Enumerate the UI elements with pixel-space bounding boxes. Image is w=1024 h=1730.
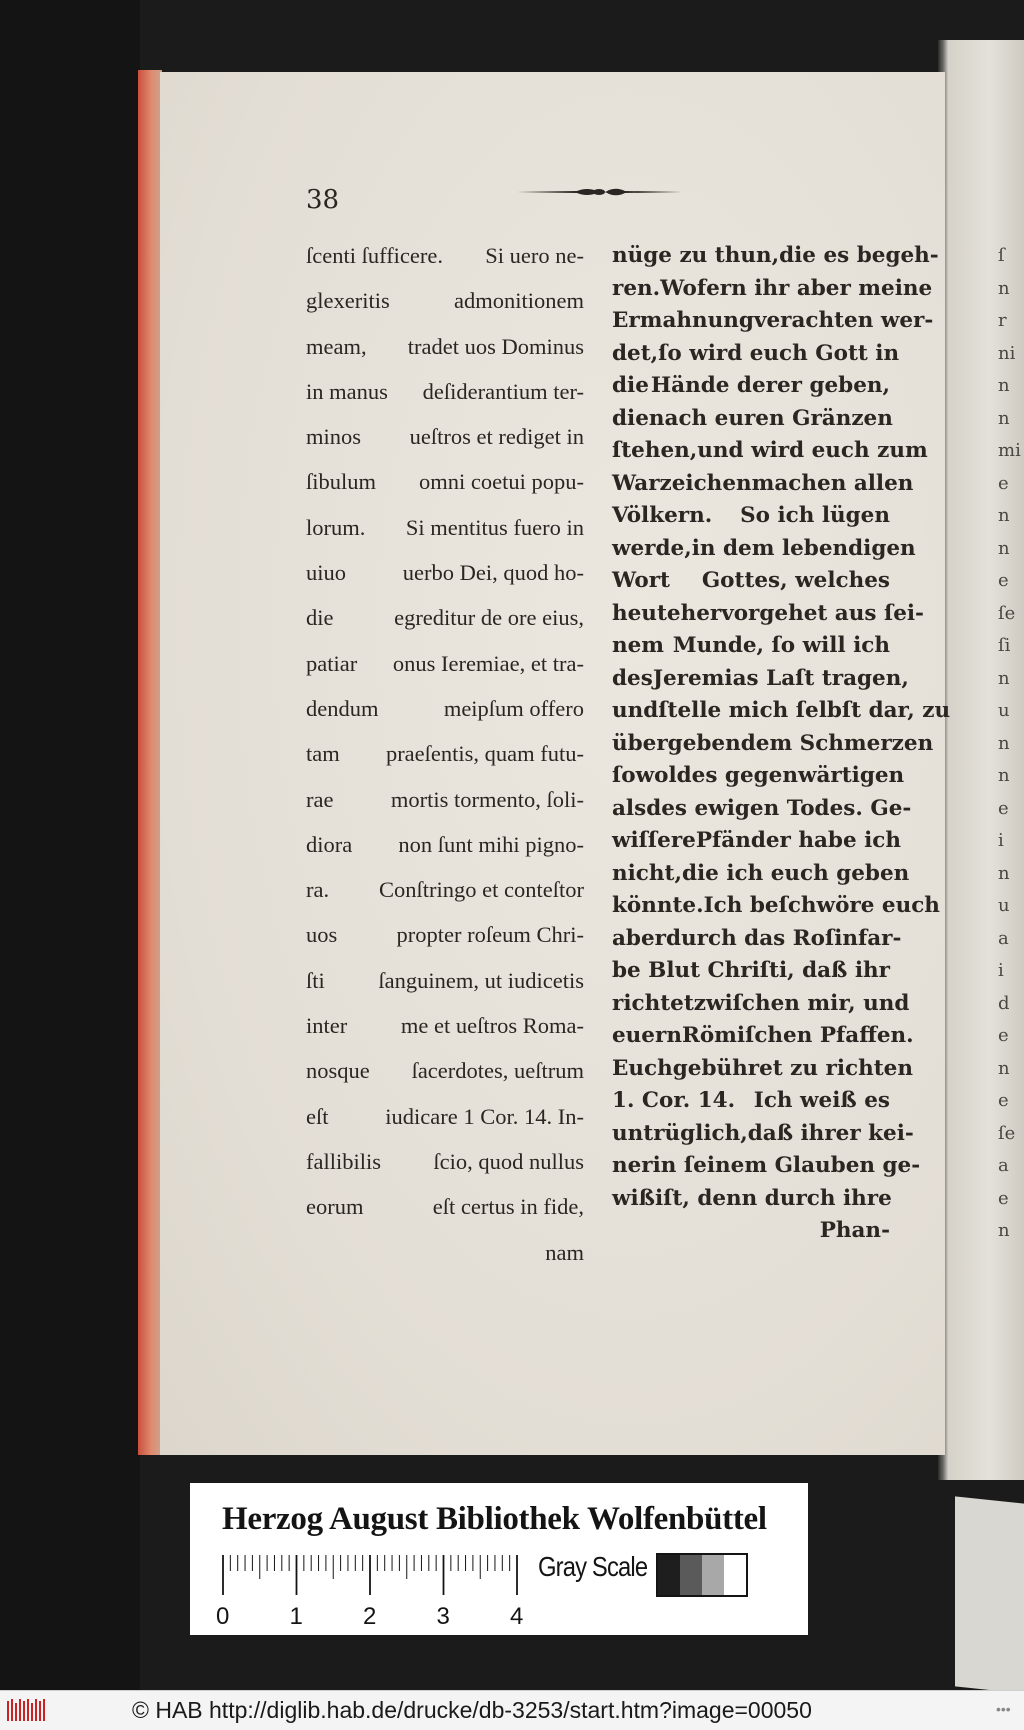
- german-line: [612, 1055, 913, 1088]
- latin-line: [306, 1193, 584, 1238]
- latin-line-text: onus Ieremiae, et tra-: [392, 650, 584, 676]
- german-line: [612, 925, 902, 958]
- color-calibration-card: [190, 1483, 808, 1635]
- next-page-fragment: n: [998, 1220, 1010, 1241]
- german-line: [612, 762, 905, 795]
- next-page-fragment: n: [998, 862, 1010, 884]
- latin-line-text: patiar: [306, 650, 358, 676]
- german-line-text: Römiſchen Pfaffen.: [681, 1023, 914, 1048]
- latin-line-text: nosque: [306, 1058, 370, 1084]
- grayscale-swatch: [680, 1555, 702, 1595]
- german-catchword-text: Phan-: [819, 1218, 890, 1243]
- next-page-fragment: ſi: [998, 635, 1011, 656]
- german-line-text: dem Schmerzen: [740, 730, 934, 756]
- latin-line-text: iudicare 1 Cor. 14. In-: [385, 1103, 584, 1129]
- latin-line-text: me et ueſtros Roma-: [400, 1013, 584, 1039]
- ruler-number: 2: [363, 1603, 377, 1630]
- latin-catchword-text: nam: [545, 1239, 584, 1265]
- next-page-fragment: ſ: [998, 245, 1005, 266]
- german-line: [612, 827, 902, 860]
- german-line: [612, 502, 890, 535]
- latin-line: [306, 1148, 584, 1193]
- next-page-fragment: n: [998, 667, 1010, 689]
- next-page-fragment: r: [998, 310, 1007, 331]
- german-line-text: nem: [612, 633, 665, 658]
- next-page-fragment: a: [998, 1155, 1009, 1176]
- latin-line-text: rae: [306, 786, 334, 812]
- viewer-footer: [0, 1690, 1024, 1730]
- german-line: [612, 1120, 914, 1153]
- latin-line-text: uerbo Dei, quod ho-: [402, 560, 584, 586]
- german-line: [612, 567, 890, 600]
- german-line-text: ner: [612, 1153, 653, 1178]
- latin-line-text: Conſtringo et conteſtor: [379, 877, 584, 903]
- german-line-text: als: [612, 795, 647, 821]
- library-name: Herzog August Bibliothek Wolfenbüttel: [222, 1501, 767, 1537]
- german-line-text: machen allen: [751, 470, 914, 496]
- latin-line-text: tam: [306, 741, 340, 767]
- german-line: [612, 437, 928, 470]
- latin-line-text: propter roſeum Chri-: [396, 922, 584, 948]
- latin-line-text: inter: [306, 1013, 348, 1039]
- german-line-text: zwiſchen mir, und: [693, 990, 910, 1016]
- next-page-fragment: n: [998, 732, 1010, 754]
- source-link[interactable]: © HAB http://diglib.hab.de/drucke/db-3253/start.htm?image=00050: [132, 1697, 812, 1723]
- german-line: [612, 275, 933, 308]
- german-line-text: richtet: [612, 990, 694, 1016]
- next-page-fragment: n: [998, 277, 1010, 299]
- next-page-fragment: e: [998, 472, 1009, 494]
- latin-line-text: diora: [306, 831, 353, 857]
- german-line-text: daß ihrer kei-: [747, 1120, 914, 1146]
- latin-line-text: ra.: [306, 877, 330, 903]
- german-line: [612, 1022, 914, 1055]
- german-line: [612, 632, 890, 665]
- next-page-fragment: d: [998, 992, 1010, 1014]
- latin-line: [306, 967, 584, 1012]
- page-red-edge: [138, 70, 162, 1455]
- german-line-text: aber: [612, 925, 666, 951]
- latin-line-text: glexeritis: [306, 288, 390, 314]
- ruler-number: 3: [436, 1603, 450, 1630]
- german-line: [612, 307, 934, 340]
- next-page-fragment: ſe: [998, 602, 1016, 624]
- german-line: [612, 1185, 890, 1218]
- scanner-backdrop: [0, 0, 140, 1690]
- german-line: [612, 795, 912, 828]
- ruler-number: 0: [216, 1603, 230, 1630]
- german-line: [612, 600, 924, 633]
- german-line-text: Ermahnung: [612, 308, 754, 333]
- german-line-text: ſowol: [612, 763, 677, 788]
- latin-line-text: dendum: [306, 695, 379, 721]
- latin-line: [306, 514, 584, 559]
- next-page-fragment: u: [998, 700, 1010, 721]
- latin-line-text: Si uero ne-: [485, 243, 584, 268]
- next-page-fragment: ſe: [998, 1122, 1016, 1144]
- next-page-fragment: n: [998, 1057, 1010, 1079]
- latin-line-text: ſanguinem, ut iudicetis: [378, 967, 584, 993]
- german-line-text: des gegenwärtigen: [676, 763, 905, 788]
- german-line-text: ſtehen,: [612, 438, 698, 463]
- latin-catchword: [306, 1239, 584, 1284]
- next-page-fragment: e: [998, 570, 1009, 591]
- next-page-fragment: e: [998, 1025, 1009, 1046]
- ornament-rule: [517, 184, 682, 200]
- german-line-text: des ewigen Todes. Ge-: [646, 795, 912, 821]
- german-line-text: wiſſere: [612, 828, 696, 853]
- latin-line: [306, 921, 584, 966]
- next-page-fragment: u: [998, 895, 1010, 916]
- latin-line-text: ueſtros et rediget in: [409, 424, 584, 450]
- latin-line: [306, 468, 584, 513]
- hab-logo-icon: [6, 1697, 46, 1723]
- german-line-text: ren.: [612, 275, 661, 301]
- german-line-text: nach euren Gränzen: [648, 405, 893, 431]
- latin-line: [306, 1103, 584, 1148]
- german-line-text: Euch: [612, 1055, 673, 1081]
- latin-line-text: deſiderantium ter-: [422, 378, 584, 404]
- latin-line-text: ſibulum: [306, 469, 377, 495]
- next-page-fragment: e: [998, 1090, 1009, 1111]
- grayscale-swatches: [656, 1553, 748, 1597]
- german-line-text: die: [612, 373, 649, 398]
- german-line-text: wiß: [612, 1185, 656, 1211]
- next-page-fragments: [998, 240, 1024, 1248]
- german-line-text: übergeben: [612, 730, 741, 756]
- next-page-fragment: n: [998, 375, 1010, 396]
- latin-line: [306, 242, 584, 287]
- ruler-number: 1: [289, 1603, 303, 1630]
- german-line-text: die: [612, 405, 649, 431]
- latin-line-text: ſti: [306, 967, 325, 993]
- latin-line-text: omni coetui popu-: [419, 469, 584, 495]
- latin-line: [306, 786, 584, 831]
- latin-line: [306, 287, 584, 332]
- grayscale-swatch: [702, 1555, 724, 1595]
- next-page-fragment: mi: [998, 440, 1021, 461]
- latin-line-text: lorum.: [306, 514, 366, 540]
- page-number: 38: [306, 185, 340, 215]
- german-line: [612, 1152, 921, 1185]
- german-line-text: euern: [612, 1023, 682, 1048]
- german-catchword: [612, 1217, 890, 1250]
- german-line-text: det,: [612, 340, 659, 366]
- german-line-text: Hände derer geben,: [650, 373, 890, 398]
- latin-line-text: eſt certus in fide,: [432, 1194, 584, 1220]
- latin-line: [306, 423, 584, 468]
- latin-line: [306, 876, 584, 921]
- german-line-text: werde,: [612, 535, 692, 561]
- german-line: [612, 405, 893, 438]
- next-page-fragment: n: [998, 407, 1010, 429]
- german-line-text: Völkern.: [612, 503, 713, 528]
- german-line-text: verachten wer-: [753, 308, 934, 333]
- german-line: [612, 535, 916, 568]
- latin-line-text: die: [306, 605, 334, 631]
- german-line: [612, 1087, 890, 1120]
- latin-line-text: meam,: [306, 333, 367, 359]
- german-line-text: könnte.: [612, 893, 704, 918]
- next-page-fragment: n: [998, 505, 1010, 526]
- german-line: [612, 470, 914, 503]
- german-line: [612, 957, 890, 990]
- latin-line-text: minos: [306, 424, 362, 450]
- german-line: [612, 892, 940, 925]
- next-page-fragment: e: [998, 797, 1009, 819]
- latin-line: [306, 378, 584, 423]
- german-line: [612, 665, 909, 698]
- german-line: [612, 860, 910, 893]
- german-line-text: und: [612, 698, 659, 723]
- german-line-text: 1. Cor. 14.: [612, 1088, 736, 1113]
- german-line: [612, 730, 934, 763]
- latin-column: [306, 242, 584, 1284]
- german-line-text: Ich beſchwöre euch: [703, 893, 940, 918]
- german-line-text: untrüglich,: [612, 1120, 748, 1146]
- latin-line-text: egreditur de ore eius,: [394, 605, 584, 631]
- next-page-fragment: e: [998, 1187, 1009, 1209]
- latin-line: [306, 831, 584, 876]
- german-line-text: durch das Roſinfar-: [665, 925, 902, 951]
- latin-line-text: uos: [306, 922, 338, 948]
- german-line-text: nicht,: [612, 860, 682, 886]
- german-line-text: So ich lügen: [740, 503, 890, 528]
- latin-line-text: in manus: [306, 378, 388, 404]
- german-line-text: heute: [612, 600, 681, 626]
- more-menu-icon[interactable]: •••: [996, 1701, 1011, 1717]
- german-line-text: Pfänder habe ich: [695, 828, 902, 853]
- german-line-text: des: [612, 665, 653, 691]
- german-column: [612, 242, 951, 1250]
- ruler-number: 4: [510, 1603, 524, 1630]
- latin-line-text: uiuo: [306, 560, 347, 586]
- grayscale-swatch: [724, 1555, 746, 1595]
- latin-line-text: tradet uos Dominus: [407, 333, 584, 359]
- german-line-text: ſtelle mich ſelbſt dar, zu: [658, 698, 951, 723]
- next-page-fragment: ni: [998, 342, 1016, 364]
- latin-line-text: mortis tormento, ſoli-: [390, 786, 584, 812]
- grayscale-label: Gray Scale: [538, 1551, 648, 1582]
- german-line-text: die ich euch geben: [681, 860, 910, 886]
- latin-line: [306, 650, 584, 695]
- latin-line: [306, 559, 584, 604]
- next-page-fragment: n: [998, 537, 1010, 559]
- german-line: [612, 242, 939, 275]
- scale-ruler: [222, 1553, 518, 1597]
- german-line-text: ſo wird euch Gott in: [658, 340, 900, 366]
- german-line-text: be: [612, 958, 641, 983]
- latin-line-text: non ſunt mihi pigno-: [398, 831, 584, 857]
- german-line-text: Wort: [612, 568, 670, 593]
- latin-line-text: eſt: [306, 1103, 329, 1129]
- latin-line-text: fallibilis: [306, 1148, 381, 1174]
- latin-line: [306, 604, 584, 649]
- grayscale-swatch: [658, 1555, 680, 1595]
- next-page-fragment: i: [998, 960, 1004, 981]
- latin-line-text: meipſum offero: [443, 695, 584, 721]
- german-line-text: gebühret zu richten: [672, 1055, 913, 1081]
- latin-line: [306, 695, 584, 740]
- latin-line: [306, 333, 584, 378]
- latin-line-text: Si mentitus fuero in: [405, 514, 584, 540]
- latin-line-text: ſcio, quod nullus: [433, 1148, 584, 1174]
- german-line-text: Blut Chriſti, daß ihr: [648, 958, 890, 983]
- german-line-text: Ich weiß es: [753, 1088, 890, 1113]
- german-line-text: Gottes, welches: [701, 568, 890, 593]
- next-page-fragment: n: [998, 765, 1010, 786]
- german-line: [612, 340, 900, 373]
- latin-line: [306, 1012, 584, 1057]
- german-line-text: Wofern ihr aber meine: [660, 275, 933, 301]
- german-line-text: iſt, denn durch ihre: [655, 1185, 892, 1211]
- latin-line: [306, 1057, 584, 1102]
- german-line-text: hervorgehet aus ſei-: [680, 600, 924, 626]
- german-line-text: die es begeh-: [779, 243, 939, 268]
- german-line: [612, 697, 951, 730]
- shelf-label: [955, 1496, 1024, 1693]
- german-line: [612, 372, 890, 405]
- next-page-fragment: i: [998, 830, 1004, 851]
- latin-line-text: admonitionem: [454, 288, 584, 314]
- german-line-text: Munde, ſo will ich: [672, 633, 890, 658]
- next-page-fragment: a: [998, 927, 1009, 949]
- latin-line-text: ſacerdotes, ueſtrum: [411, 1058, 584, 1084]
- german-line-text: Jeremias Laſt tragen,: [652, 665, 909, 691]
- latin-line-text: ſcenti ſufficere.: [306, 243, 444, 268]
- latin-line-text: eorum: [306, 1194, 364, 1220]
- german-line-text: in ſeinem Glauben ge-: [652, 1153, 921, 1178]
- german-line-text: nüge zu thun,: [612, 243, 780, 268]
- german-line-text: Warzeichen: [612, 470, 752, 496]
- latin-line: [306, 740, 584, 785]
- german-line-text: und wird euch zum: [697, 438, 928, 463]
- latin-line-text: praeſentis, quam futu-: [385, 741, 584, 767]
- german-line: [612, 990, 910, 1023]
- german-line-text: in dem lebendigen: [691, 535, 916, 561]
